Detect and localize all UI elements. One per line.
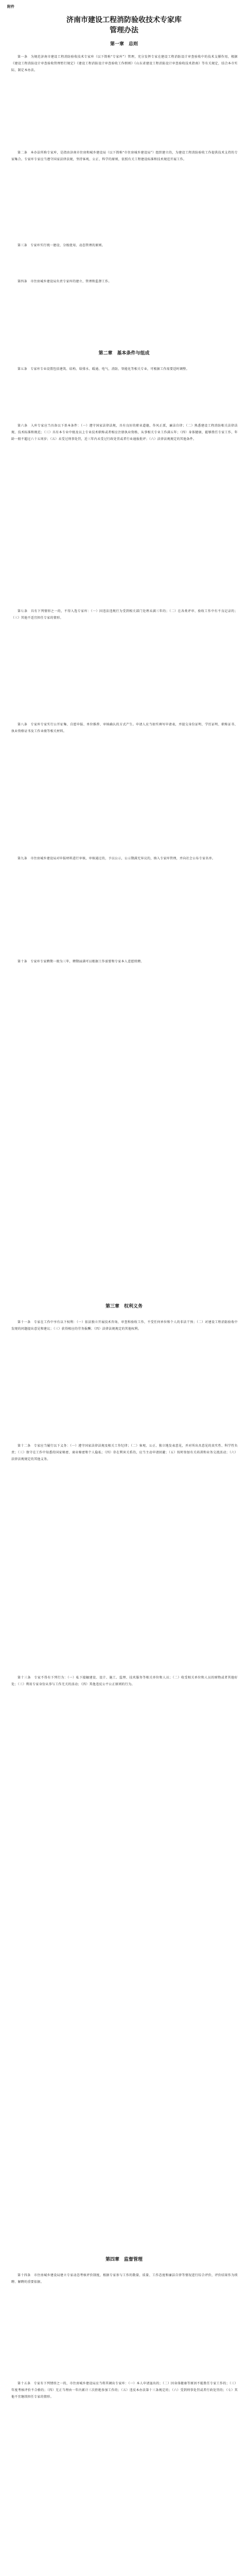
chapter-2-heading: 第二章 基本条件与组成 <box>98 351 150 356</box>
article-11: 第十一条 专家在工作中享有以下权利：（一）依法独立开展技术咨询、审查和验收工作，不受任何单位和个人的非法干预；（二）对建设工程消防验收中发现的问题提出意见和建议；（三）获得相应的劳务报酬；（四）法律法规规定的其他权利。 <box>11 1320 238 1331</box>
chapter-4-heading: 第四章 监督管理 <box>105 2257 143 2262</box>
document-title-line1: 济南市建设工程消防验收技术专家库 <box>66 16 182 24</box>
article-8: 第八条 专家库专家实行公开征集、自愿申报、单位推荐、审核确认的方式产生。申请人应当如实填写申请表，并提交身份证明、学历证明、职称证书、执业资格证书及工作业绩等相关材料。 <box>11 723 238 733</box>
attachment-label: 附件 <box>7 5 14 9</box>
article-15: 第十五条 专家有下列情形之一的，市住房城乡建设局应当将其调出专家库：（一）本人申请退出的；（二）因身体健康等原因不能胜任专家工作的；（三）年度考核评价不合格的；（四）无正当理由一年内累计三次拒绝参加工作的；（五）违反本办法第十三条规定的；（六）受到刑事处罚或者行政处罚的；（七）其他不宜继续担任专家的情形。 <box>11 2382 238 2399</box>
article-4: 第四条 市住房城乡建设局负责专家库的建立、管理和监督工作。 <box>17 280 112 283</box>
article-13: 第十三条 专家不得有下列行为：（一）私下接触建设、设计、施工、监理、技术服务等相关单位和人员；（二）收受相关单位和人员的财物或者其他好处；（三）利用专家身份从事与工作无关的活动；（四）其他违反公平公正原则的行为。 <box>11 1676 238 1686</box>
chapter-3-heading: 第三章 权利义务 <box>105 1304 143 1309</box>
article-3: 第三条 专家库实行统一建设、分级使用、动态管理的原则。 <box>17 244 105 247</box>
article-1: 第一条 为规范济南市建设工程消防验收技术专家库（以下简称“专家库”）管理，充分发挥专家在建设工程消防设计审查验收中的技术支撑作用，根据《建设工程消防设计审查验收管理暂行规定》《建设工程消防设计审查验收工作细则》《山东省建设工程消防设计审查验收技术指南》等有关规定，结合本市实际，制定本办法。 <box>11 55 238 72</box>
article-14: 第十四条 市住房城乡建设局建立专家动态考核评价制度，根据专家参与工作的数量、质量、工作态度和廉洁自律等情况进行综合评价，评价结果作为续聘、解聘的重要依据。 <box>11 2274 238 2284</box>
article-9: 第九条 市住房城乡建设局对申报材料进行审核，审核通过的，予以公示，公示期满无异议的，纳入专家库管理，并向社会公布专家名单。 <box>17 857 216 860</box>
document-title-line2: 管理办法 <box>110 26 138 35</box>
article-7: 第七条 具有下列情形之一的，不得入选专家库：（一）因违法违规行为受到相关部门处理未满三年的；（二）在各类评审、验收工作中有不良记录的；（三）其他不适宜担任专家的情形。 <box>11 609 238 620</box>
article-12: 第十二条 专家应当履行以下义务：（一）遵守国家法律法规及相关工作纪律；（二）客观、公正、独立地发表意见，并对所出具意见的真实性、科学性负责；（三）保守在工作中知悉的国家秘密、商业秘密和个人隐私；（四）存在利害关系的，应当主动申请回避；（五）按时参加有关培训和业务交流活动；（六）法律法规规定的其他义务。 <box>11 1444 238 1461</box>
article-5: 第五条 专家库专业设置包括建筑、结构、给排水、暖通、电气、消防、智能化等相关专业，可根据工作需要适时调整。 <box>17 367 189 371</box>
article-6: 第六条 入库专家应当具备以下基本条件：（一）遵守国家法律法规，具有良好的职业道德，作风正派，廉洁自律；（二）熟悉建设工程消防相关法律法规、技术标准和规范；（三）具有本专业中级及以上专业技术职称或者相应注册执业资格，从事相关专业工作满五年；（四）身体健康，能够胜任专家工作，年龄一般不超过六十五周岁；（五）未受过刑事处罚，近三年内未受过行政处罚或者行业通报批评；（六）法律法规规定的其他条件。 <box>11 424 238 441</box>
chapter-1-heading: 第一章 总则 <box>110 42 138 47</box>
article-10: 第十条 专家库专家聘期一般为三年，聘期届满可以根据工作需要和专家本人意愿续聘。 <box>17 960 144 963</box>
article-2: 第二条 本办法所称专家库，是指由济南市住房和城乡建设局（以下简称“市住房城乡建设局”）组织建立的，为建设工程消防验收工作提供技术支持的专家集合。专家库专家应当遵守国家法律法规，坚持客观、公正、科学的原则，依照有关工程建设标准和技术规范开展工作。 <box>11 151 238 161</box>
